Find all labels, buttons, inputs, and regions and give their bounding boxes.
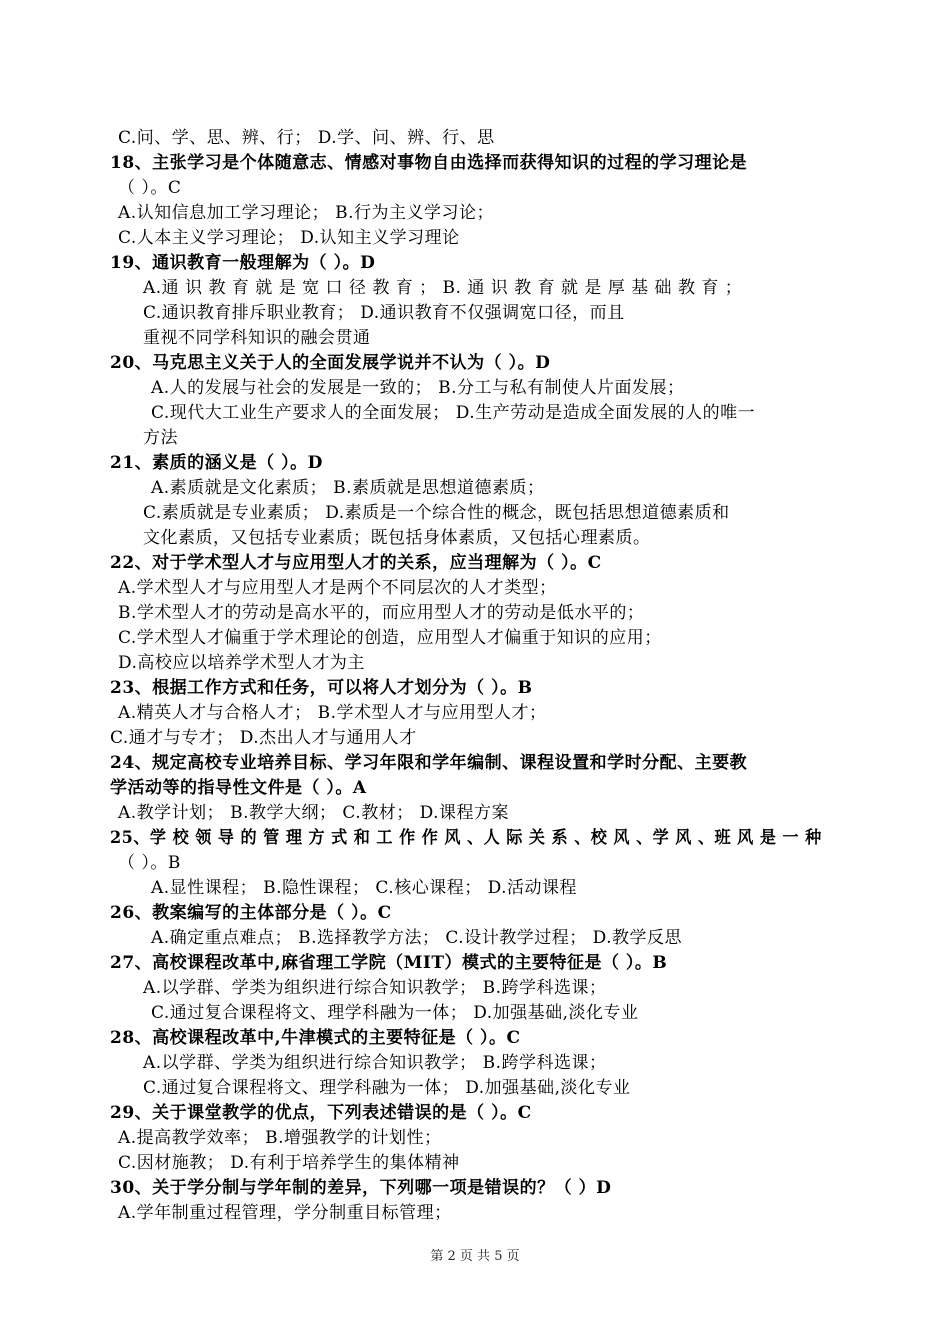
text-line: A.人的发展与社会的发展是一致的； B.分工与私有制使人片面发展； [151,378,685,398]
question-line: 30、关于学分制与学年制的差异，下列哪一项是错误的？（ ）D [110,1178,612,1198]
question-line: 29、关于课堂教学的优点，下列表述错误的是（ ）。C [110,1103,532,1123]
text-line: C.问、学、思、辨、行； D.学、问、辨、行、思 [118,128,495,148]
question-line: 18、主张学习是个体随意志、情感对事物自由选择而获得知识的过程的学习理论是 [110,153,748,173]
text-line: B.学术型人才的劳动是高水平的，而应用型人才的劳动是低水平的； [118,603,645,623]
question-line: 20、马克思主义关于人的全面发展学说并不认为（ ）。D [110,353,551,373]
text-line: A.素质就是文化素质； B.素质就是思想道德素质； [151,478,545,498]
text-line: C.素质就是专业素质； D.素质是一个综合性的概念，既包括思想道德素质和 [143,503,730,523]
text-line: C.因材施教； D.有利于培养学生的集体精神 [118,1153,460,1173]
question-line: 28、高校课程改革中,牛津模式的主要特征是（ ）。C [110,1028,521,1048]
question-line: 24、规定高校专业培养目标、学习年限和学年编制、课程设置和学时分配、主要教 [110,753,748,773]
question-line: 25、学 校 领 导 的 管 理 方 式 和 工 作 作 风 、人 际 关 系 、校 风 、学 风 、班 风 是 一 种 [110,828,822,848]
text-line: 文化素质，又包括专业素质；既包括身体素质，又包括心理素质。 [143,528,651,548]
text-line: C.通识教育排斥职业教育； D.通识教育不仅强调宽口径，而且 [143,303,625,323]
text-line: 重视不同学科知识的融会贯通 [143,328,371,348]
text-line: A.确定重点难点； B.选择教学方法； C.设计教学过程； D.教学反思 [151,928,683,948]
text-line: C.通过复合课程将文、理学科融为一体； D.加强基础,淡化专业 [151,1003,639,1023]
question-line: 23、根据工作方式和任务，可以将人才划分为（ ）。B [110,678,533,698]
text-line: A.精英人才与合格人才； B.学术型人才与应用型人才； [118,703,547,723]
text-line: A.教学计划； B.教学大纲； C.教材； D.课程方案 [118,803,510,823]
text-line: C.人本主义学习理论； D.认知主义学习理论 [118,228,460,248]
text-line: A.显性课程； B.隐性课程； C.核心课程； D.活动课程 [151,878,578,898]
text-line: （ ）。C [118,178,182,198]
question-line: 22、对于学术型人才与应用型人才的关系，应当理解为（ ）。C [110,553,602,573]
text-line: C.现代大工业生产要求人的全面发展； D.生产劳动是造成全面发展的人的唯一 [151,403,756,423]
text-line: A.通 识 教 育 就 是 宽 口 径 教 育 ； B. 通 识 教 育 就 是 厚 基 础 教 育 ； [143,278,743,298]
question-line: 26、教案编写的主体部分是（ ）。C [110,903,392,923]
question-line: 21、素质的涵义是（ ）。D [110,453,323,473]
text-line: A.学年制重过程管理，学分制重目标管理； [118,1203,452,1223]
text-line: C.通才与专才； D.杰出人才与通用人才 [110,728,417,748]
text-line: （ ）。B [118,853,181,873]
text-line: A.学术型人才与应用型人才是两个不同层次的人才类型； [118,578,557,598]
text-line: 方法 [143,428,178,448]
question-line: 学活动等的指导性文件是（ ）。A [110,778,367,798]
text-line: C.通过复合课程将文、理学科融为一体； D.加强基础,淡化专业 [143,1078,631,1098]
text-line: A.以学群、学类为组织进行综合知识教学； B.跨学科选课； [143,978,607,998]
question-line: 19、通识教育一般理解为（ ）。D [110,253,376,273]
text-line: A.以学群、学类为组织进行综合知识教学； B.跨学科选课； [143,1053,607,1073]
question-line: 27、高校课程改革中,麻省理工学院（MIT）模式的主要特征是（ ）。B [110,953,668,973]
text-line: A.认知信息加工学习理论； B.行为主义学习论； [118,203,494,223]
text-line: C.学术型人才偏重于学术理论的创造，应用型人才偏重于知识的应用； [118,628,662,648]
text-line: A.提高教学效率； B.增强教学的计划性； [118,1128,442,1148]
page-footer: 第 2 页 共 5 页 [430,1249,520,1264]
text-line: D.高校应以培养学术型人才为主 [118,653,365,673]
